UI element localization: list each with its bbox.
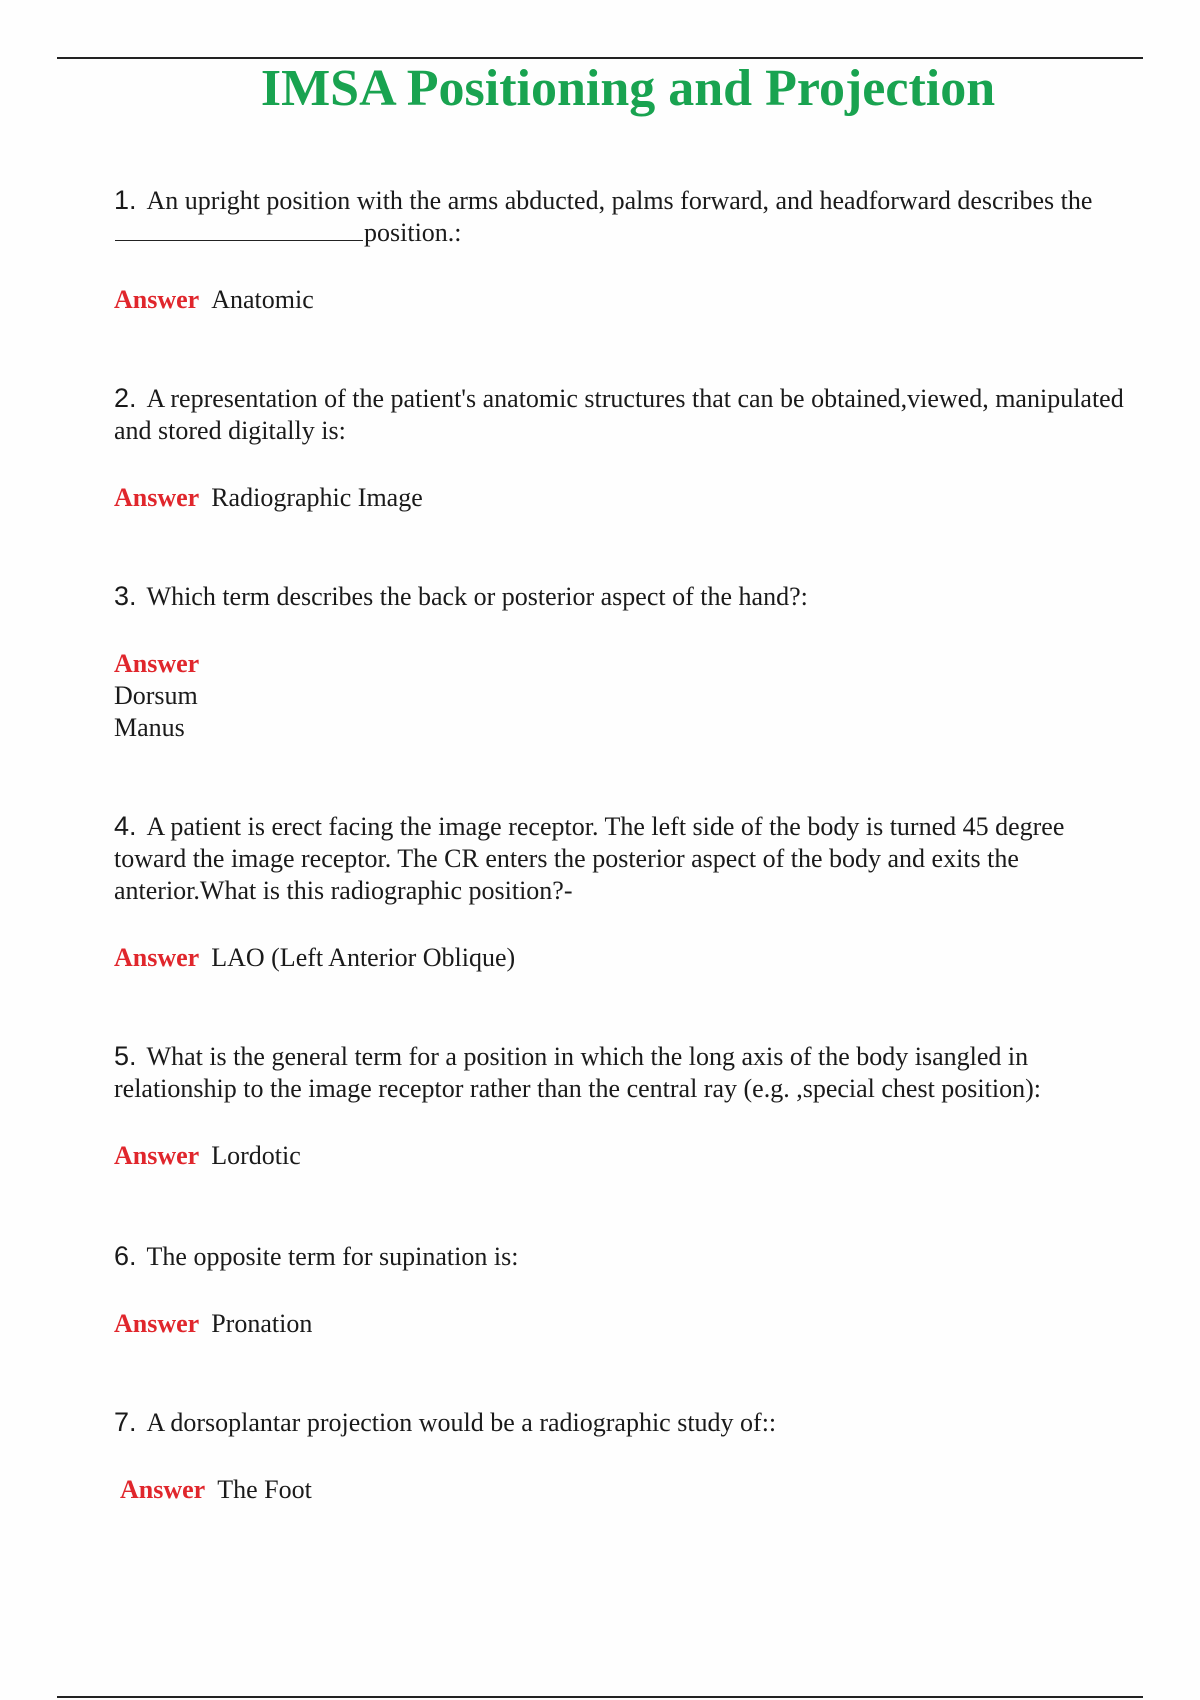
question-4-text: A patient is erect facing the image receptor. The left side of the body is turned 45 degree toward the image receptor. The CR enters the posterior aspect of the body and exits the anterior.What is this radiographic position?- bbox=[114, 812, 1065, 905]
question-number: 4. bbox=[114, 811, 137, 841]
answer-7-text: The Foot bbox=[217, 1475, 312, 1504]
answer-label: Answer bbox=[114, 649, 200, 678]
question-3-text: Which term describes the back or posterior aspect of the hand?: bbox=[146, 582, 808, 611]
answer-5 bbox=[114, 1140, 1134, 1172]
question-1 bbox=[114, 184, 1134, 249]
answer-6 bbox=[114, 1308, 1134, 1340]
question-number: 1. bbox=[114, 185, 137, 215]
answer-4 bbox=[114, 942, 1134, 974]
page-title: IMSA Positioning and Projection bbox=[260, 60, 996, 117]
answer-label: Answer bbox=[114, 285, 200, 314]
answer-6-text: Pronation bbox=[211, 1309, 313, 1338]
question-3 bbox=[114, 580, 1134, 613]
question-6 bbox=[114, 1240, 1134, 1273]
answer-label: Answer bbox=[114, 943, 200, 972]
answer-3-line-2: Manus bbox=[114, 713, 185, 742]
question-number: 6. bbox=[114, 1241, 137, 1271]
question-5 bbox=[114, 1040, 1134, 1105]
answer-2 bbox=[114, 482, 1134, 514]
question-4 bbox=[114, 810, 1134, 907]
answer-2-text: Radiographic Image bbox=[211, 483, 423, 512]
question-2 bbox=[114, 382, 1134, 447]
question-1-text bbox=[114, 184, 1134, 249]
answer-1 bbox=[114, 284, 1134, 316]
question-2-text: A representation of the patient's anatomic structures that can be obtained,viewed, manipulated and stored digitally is: bbox=[114, 384, 1124, 445]
answer-label: Answer bbox=[114, 483, 200, 512]
answer-3-line-1: Dorsum bbox=[114, 681, 198, 710]
question-1-text-after: position.: bbox=[364, 218, 462, 247]
answer-label: Answer bbox=[114, 1309, 200, 1338]
answer-1-text: Anatomic bbox=[211, 285, 314, 314]
fill-in-blank bbox=[115, 218, 363, 241]
answer-5-text: Lordotic bbox=[211, 1141, 301, 1170]
question-number: 3. bbox=[114, 581, 137, 611]
question-number: 7. bbox=[114, 1407, 137, 1437]
question-7 bbox=[114, 1406, 1134, 1439]
answer-label: Answer bbox=[114, 1141, 200, 1170]
question-number: 2. bbox=[114, 383, 137, 413]
question-1-text-before: An upright position with the arms abducted, palms forward, and headforward describes the bbox=[146, 186, 1093, 215]
question-7-text: A dorsoplantar projection would be a radiographic study of:: bbox=[146, 1408, 777, 1437]
question-6-text: The opposite term for supination is: bbox=[146, 1242, 519, 1271]
answer-7 bbox=[120, 1474, 1140, 1506]
answer-label: Answer bbox=[120, 1475, 206, 1504]
answer-4-text: LAO (Left Anterior Oblique) bbox=[211, 943, 516, 972]
bottom-rule bbox=[57, 1696, 1143, 1698]
question-5-text: What is the general term for a position in which the long axis of the body isangled in relationship to the image receptor rather than the central ray (e.g. ,special chest position): bbox=[114, 1042, 1041, 1103]
answer-3 bbox=[114, 648, 1134, 744]
question-number: 5. bbox=[114, 1041, 137, 1071]
